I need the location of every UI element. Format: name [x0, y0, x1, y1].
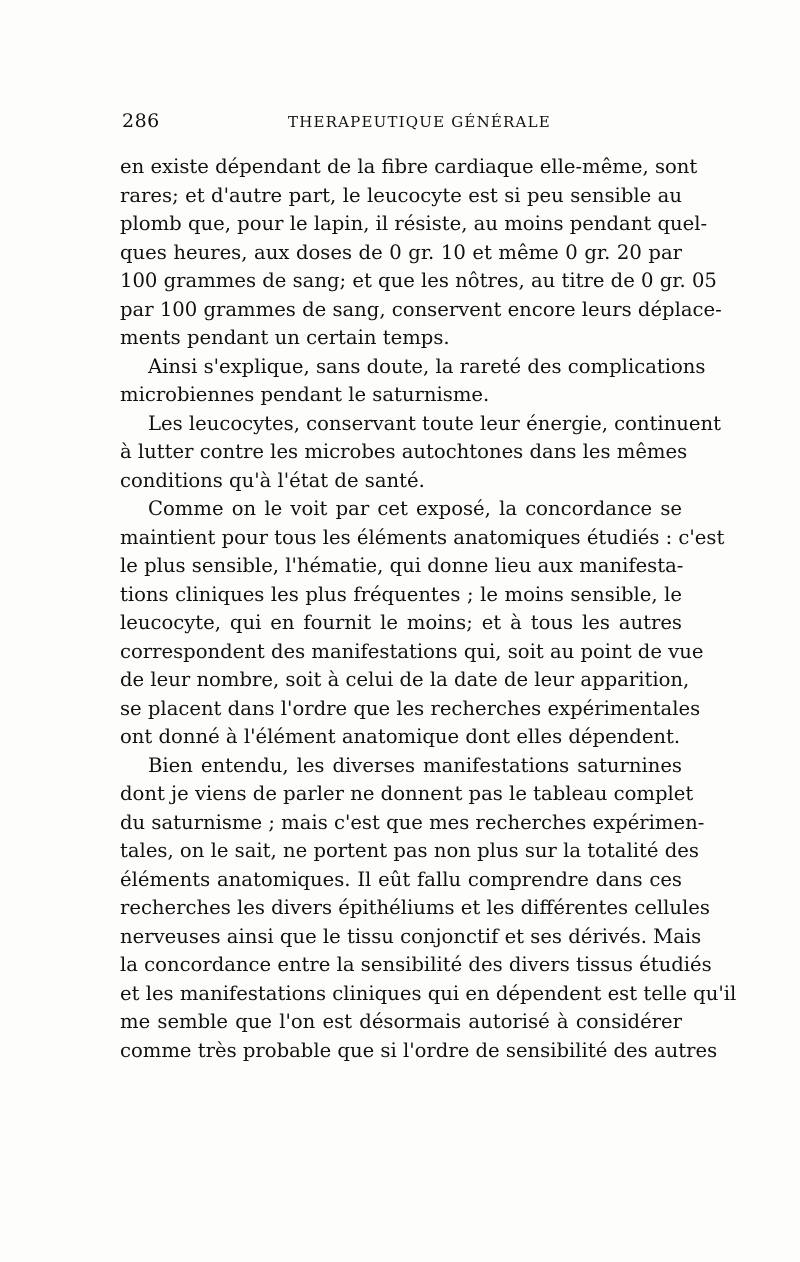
- text-line: me semble que l'on est désormais autorisé à considérer: [120, 1010, 682, 1033]
- text-line: ques heures, aux doses de 0 gr. 10 et même 0 gr. 20 par: [120, 240, 682, 264]
- running-head: [122, 110, 682, 138]
- text-line: plomb que, pour le lapin, il résiste, au moins pendant quel-: [120, 212, 708, 235]
- text-line: tions cliniques les plus fréquentes ; le moins sensible, le: [120, 582, 682, 606]
- body-text: [120, 153, 737, 1065]
- text-line: leucocyte, qui en fournit le moins; et à tous les autres: [120, 611, 682, 634]
- text-line: 100 grammes de sang; et que les nôtres, au titre de 0 gr. 05: [120, 269, 717, 292]
- text-line: Ainsi s'explique, sans doute, la rareté des complications: [148, 354, 706, 378]
- text-line: en existe dépendant de la fibre cardiaque elle-même, sont: [120, 155, 698, 178]
- text-line: de leur nombre, soit à celui de la date de leur apparition,: [120, 668, 690, 691]
- text-line: nerveuses ainsi que le tissu conjonctif et ses dérivés. Mais: [120, 924, 702, 948]
- text-line: par 100 grammes de sang, conservent encore leurs déplace-: [120, 297, 722, 321]
- running-title: THERAPEUTIQUE GÉNÉRALE: [288, 113, 551, 131]
- text-line: ments pendant un certain temps.: [120, 326, 450, 349]
- text-line: se placent dans l'ordre que les recherches expérimentales: [120, 696, 701, 720]
- text-line: Bien entendu, les diverses manifestations saturnines: [148, 753, 682, 777]
- text-line: à lutter contre les microbes autochtones dans les mêmes: [120, 440, 688, 463]
- text-line: Comme on le voit par cet exposé, la concordance se: [148, 497, 682, 520]
- text-line: du saturnisme ; mais c'est que mes recherches expérimen-: [120, 810, 705, 834]
- text-line: microbiennes pendant le saturnisme.: [120, 383, 490, 406]
- text-line: la concordance entre la sensibilité des divers tissus étudiés: [120, 953, 712, 976]
- text-line: correspondent des manifestations qui, soit au point de vue: [120, 639, 704, 663]
- text-line: recherches les divers épithéliums et les différentes cellules: [120, 896, 710, 919]
- text-line: le plus sensible, l'hématie, qui donne lieu aux manifesta-: [120, 554, 684, 577]
- text-line: tales, on le sait, ne portent pas non plus sur la totalité des: [120, 839, 699, 862]
- text-line: maintient pour tous les éléments anatomiques étudiés : c'est: [120, 525, 725, 549]
- text-line: Les leucocytes, conservant toute leur énergie, continuent: [148, 411, 722, 435]
- text-line: dont je viens de parler ne donnent pas le tableau complet: [120, 782, 694, 805]
- text-line: ont donné à l'élément anatomique dont elles dépendent.: [120, 725, 681, 748]
- text-line: comme très probable que si l'ordre de sensibilité des autres: [120, 1038, 718, 1062]
- page-number: 286: [122, 110, 160, 132]
- text-line: éléments anatomiques. Il eût fallu comprendre dans ces: [120, 867, 682, 891]
- text-line: rares; et d'autre part, le leucocyte est si peu sensible au: [120, 183, 682, 207]
- text-line: conditions qu'à l'état de santé.: [120, 468, 425, 492]
- text-line: et les manifestations cliniques qui en dépendent est telle qu'il: [120, 981, 737, 1005]
